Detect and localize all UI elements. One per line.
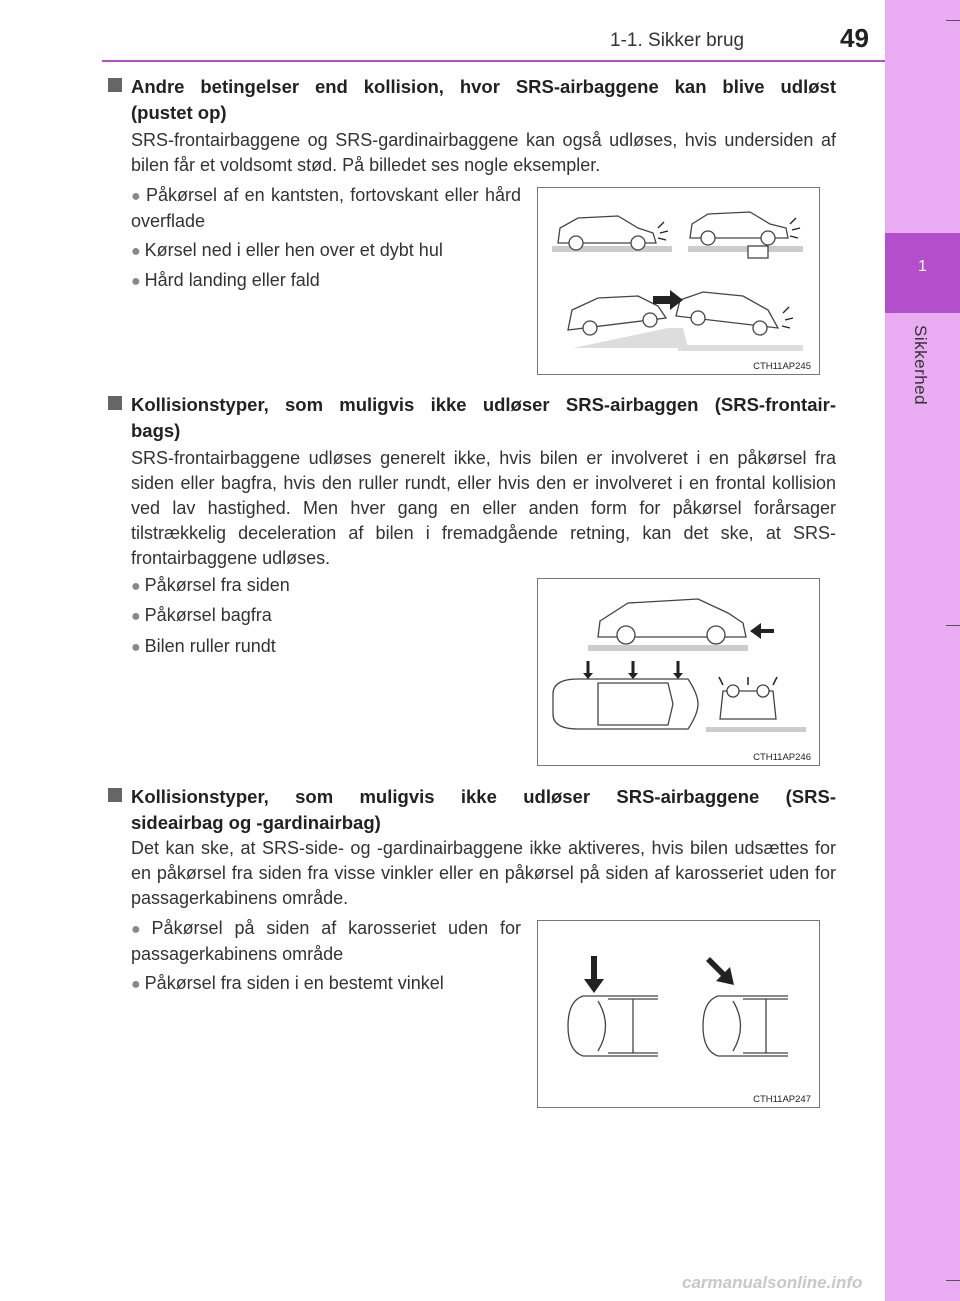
section-heading-line: Kollisionstyper, som muligvis ikke udløser SRS-airbaggen (SRS-frontair- <box>131 394 836 415</box>
figure-curb-impact <box>537 187 820 375</box>
section-heading-line: (pustet op) <box>131 102 227 123</box>
square-bullet-icon <box>108 788 122 802</box>
list-item: ● Bilen ruller rundt <box>131 636 276 656</box>
watermark: carmanualsonline.info <box>682 1273 863 1292</box>
figure-side-rear-rollover <box>537 578 820 766</box>
section-heading-line: Kollisionstyper, som muligvis ikke udløser SRS-airbaggene (SRS- <box>131 786 836 807</box>
section-title: 1-1. Sikker brug <box>610 30 745 51</box>
section-heading-line: Andre betingelser end kollision, hvor SRS-airbaggene kan blive udløst <box>131 76 836 97</box>
chapter-number: 1 <box>918 258 927 275</box>
header-rule <box>102 60 885 62</box>
crop-mark <box>946 20 960 21</box>
bullet-dot-icon: ● <box>131 639 141 656</box>
list-item: ● Hård landing eller fald <box>131 270 320 290</box>
section-heading-line: sideairbag og -gardinairbag) <box>131 812 381 833</box>
paragraph: SRS-frontairbaggene udløses generelt ikke, hvis bilen er involveret i en påkørsel fra siden eller bagfra, hvis den ruller rundt, eller hvis den er involveret i en frontal kollision ved lav hastighed. Men hver gang en eller anden form for påkørsel forårsager tilstrækkelig deceleration af bilen i fremadgående retning, kan det ske, at SRS-frontairbaggene udløses. <box>131 448 836 568</box>
square-bullet-icon <box>108 396 122 410</box>
paragraph: Det kan ske, at SRS-side- og -gardinairbaggene ikke aktiveres, hvis bilen udsættes for en påkørsel fra siden fra visse vinkler eller en påkørsel på siden af karosseriet uden for passagerkabinens område. <box>131 838 836 908</box>
figure-side-angle-impact <box>537 920 820 1108</box>
section-heading <box>108 74 130 100</box>
car-illustration <box>538 188 819 374</box>
bullet-dot-icon: ● <box>131 188 142 205</box>
crop-mark <box>946 1280 960 1281</box>
chapter-sidebar <box>885 0 960 1301</box>
list-item: ● Påkørsel af en kantsten, fortovskant eller hård overflade <box>131 185 521 231</box>
bullet-dot-icon: ● <box>131 243 141 260</box>
figure-code: CTH11AP245 <box>753 361 811 372</box>
list-item: ● Påkørsel fra siden i en bestemt vinkel <box>131 973 444 993</box>
figure-code: CTH11AP247 <box>753 1094 811 1105</box>
square-bullet-icon <box>108 78 122 92</box>
bullet-dot-icon: ● <box>131 921 148 938</box>
list-item: ● Påkørsel bagfra <box>131 605 272 625</box>
bullet-dot-icon: ● <box>131 608 141 625</box>
list-item: ● Påkørsel fra siden <box>131 575 290 595</box>
bullet-dot-icon: ● <box>131 273 141 290</box>
car-illustration <box>538 579 819 765</box>
crop-mark <box>946 625 960 626</box>
list-item: ● Påkørsel på siden af karosseriet uden for passagerkabinens område <box>131 918 521 964</box>
section-heading <box>108 784 130 810</box>
section-heading <box>108 392 130 418</box>
bullet-dot-icon: ● <box>131 976 141 993</box>
list-item: ● Kørsel ned i eller hen over et dybt hul <box>131 240 443 260</box>
bullet-dot-icon: ● <box>131 578 141 595</box>
page-number: 49 <box>840 23 869 53</box>
chapter-label: Sikkerhed <box>911 325 930 406</box>
section-heading-line: bags) <box>131 420 181 441</box>
car-illustration <box>538 921 819 1107</box>
paragraph: SRS-frontairbaggene og SRS-gardinairbaggene kan også udløses, hvis undersiden af bilen får et voldsomt stød. På billedet ses nogle eksempler. <box>131 130 836 175</box>
figure-code: CTH11AP246 <box>753 752 811 763</box>
